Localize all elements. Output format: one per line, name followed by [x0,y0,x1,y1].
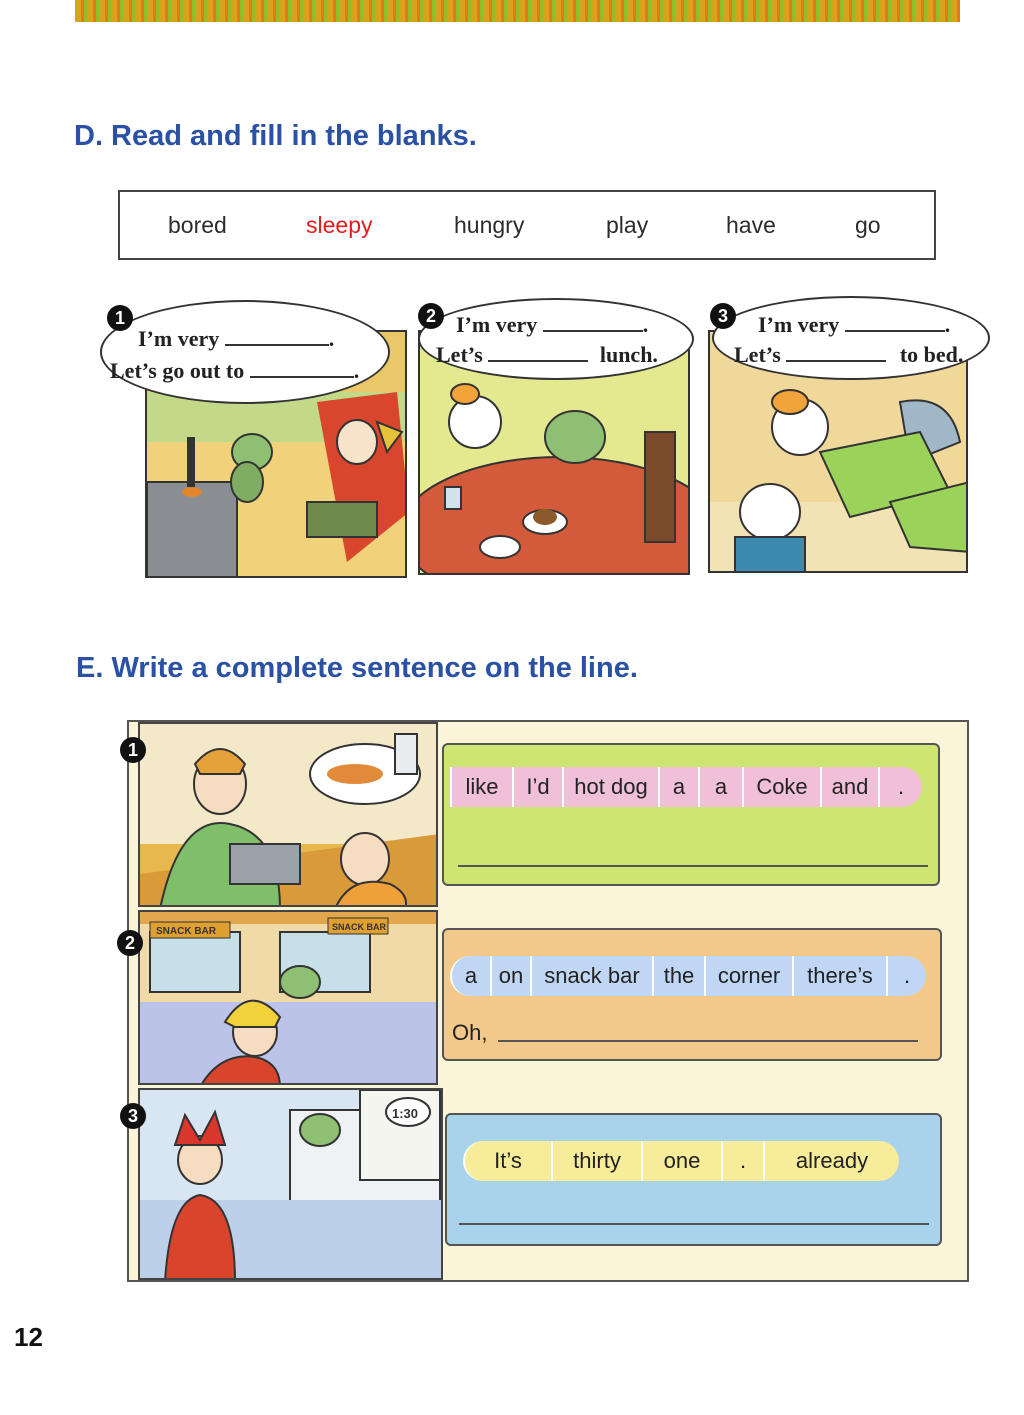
word-bank [118,190,936,260]
row-number-badge: 2 [117,930,143,956]
word-chip: a [450,956,490,996]
word-bank-item: hungry [454,212,525,238]
answer-blank[interactable] [250,360,354,378]
word-bank-item: bored [168,212,227,238]
word-chip: corner [704,956,792,996]
row-number-badge: 1 [120,737,146,763]
bubble-text: . [642,312,649,337]
speech-bubble-2 [418,298,694,380]
sentence-prefix: Oh, [452,1020,488,1045]
word-bank-item: have [726,212,776,238]
answer-blank[interactable] [225,328,329,346]
word-chip: there’s [792,956,886,996]
word-chip: on [490,956,530,996]
word-bank-item: go [855,212,881,238]
snack-bar-sign: SNACK BAR [156,926,216,937]
panel-number-badge: 2 [418,303,444,329]
exercise-card-1 [442,743,940,886]
word-chip: a [698,767,742,807]
bubble-text: I’m very [456,312,538,337]
word-chip: . [878,767,922,807]
bubble-text: . [328,326,335,351]
word-chip: It’s [463,1141,551,1181]
top-decorative-stripe [75,0,960,22]
answer-line[interactable] [458,865,928,867]
bubble-text: . [944,312,951,337]
section-d-heading: D. Read and fill in the blanks. [74,120,477,152]
answer-blank[interactable] [786,344,886,362]
bubble-text: I’m very [138,326,220,351]
bubble-text: I’m very [758,312,840,337]
panel-number-badge: 3 [710,303,736,329]
row-number-badge: 3 [120,1103,146,1129]
bubble-text: Let’s [436,342,483,367]
speech-bubble-3 [712,296,990,380]
word-chip: the [652,956,704,996]
exercise-card-3 [445,1113,942,1246]
word-chip: thirty [551,1141,641,1181]
speech-bubble-1 [100,300,390,404]
answer-blank[interactable] [845,314,945,332]
scene-snack-bar [138,910,438,1085]
word-chip: snack bar [530,956,652,996]
answer-line[interactable] [498,1040,918,1042]
panel-number-badge: 1 [107,305,133,331]
word-chip: . [886,956,926,996]
word-chip: I’d [512,767,562,807]
answer-blank[interactable] [488,344,588,362]
word-chip: hot dog [562,767,658,807]
scene-clock-late [138,1088,443,1280]
bubble-text: Let’s [734,342,781,367]
answer-blank[interactable] [543,314,643,332]
word-chip: and [820,767,878,807]
bubble-text: . [353,358,360,383]
word-chip: a [658,767,698,807]
exercise-card-2 [442,928,942,1061]
word-chip: like [450,767,512,807]
word-chip: Coke [742,767,820,807]
snack-bar-sign: SNACK BAR [332,922,386,932]
bubble-text: Let’s go out to [110,358,245,383]
answer-line[interactable] [459,1223,929,1225]
word-bank-item-highlighted: sleepy [306,212,373,238]
clock-display: 1:30 [392,1106,419,1121]
bubble-text: lunch. [599,342,658,367]
page-number: 12 [14,1322,43,1352]
word-chip: one [641,1141,721,1181]
word-chip: already [763,1141,899,1181]
section-e-heading: E. Write a complete sentence on the line. [76,652,638,684]
word-bank-item: play [606,212,649,238]
scene-order-food [138,722,438,907]
bubble-text: to bed. [899,342,964,367]
word-chip: . [721,1141,763,1181]
